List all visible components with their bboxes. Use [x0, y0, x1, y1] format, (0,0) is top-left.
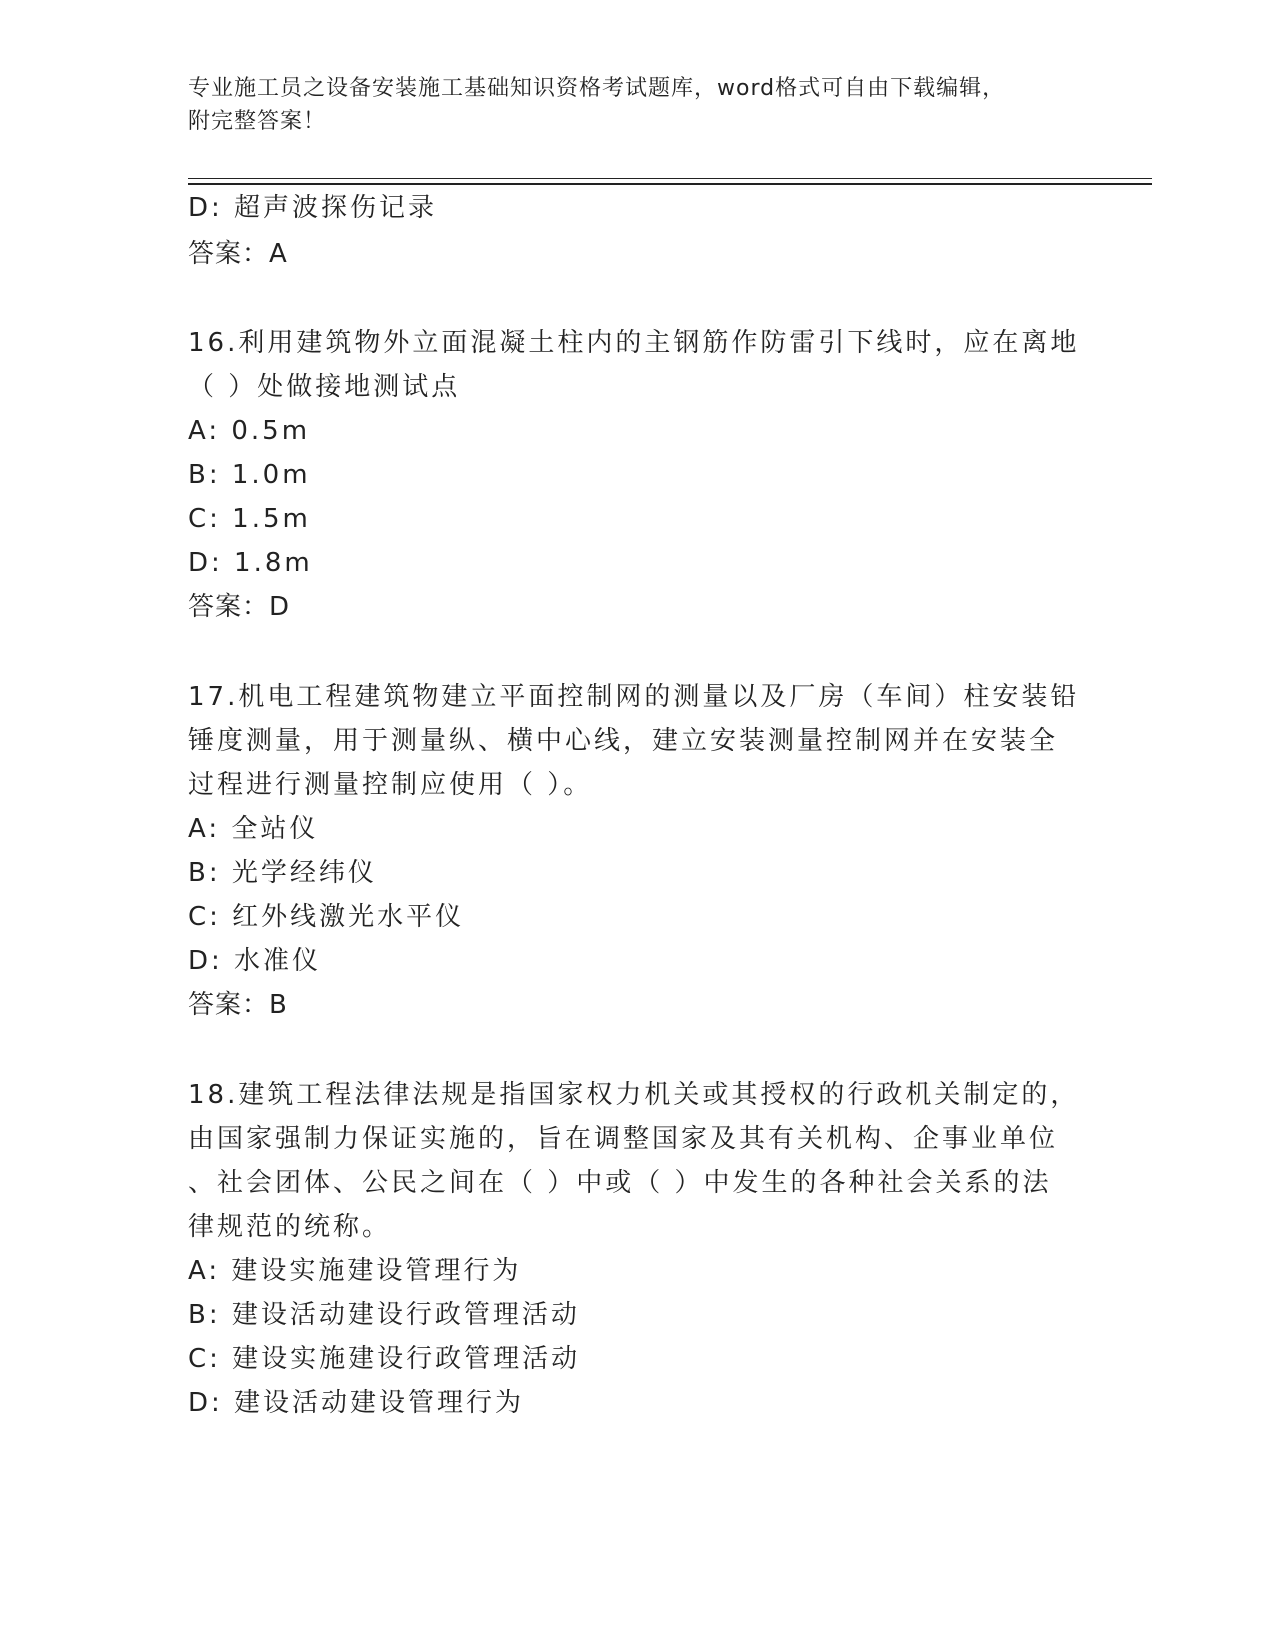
header-title-line-2: 附完整答案！ [188, 109, 327, 134]
q16-option-c: C: 1.5m [188, 504, 311, 534]
header-divider-thin [188, 178, 1152, 179]
q16-stem-line-1: 16.利用建筑物外立面混凝土柱内的主钢筋作防雷引下线时，应在离地 [188, 328, 1080, 358]
q16-option-b: B: 1.0m [188, 460, 311, 490]
q18-option-c: C: 建设实施建设行政管理活动 [188, 1344, 581, 1374]
q17-stem-line-3: 过程进行测量控制应使用（ ）。 [188, 770, 593, 800]
q17-option-b: B: 光学经纬仪 [188, 858, 377, 888]
header-title-line-1: 专业施工员之设备安装施工基础知识资格考试题库，word格式可自由下载编辑， [188, 76, 1006, 101]
q18-stem-line-1: 18.建筑工程法律法规是指国家权力机关或其授权的行政机关制定的， [188, 1080, 1080, 1110]
q17-stem-line-1: 17.机电工程建筑物建立平面控制网的测量以及厂房（车间）柱安装铅 [188, 682, 1080, 712]
q17-option-d: D: 水准仪 [188, 946, 322, 976]
q18-option-b: B: 建设活动建设行政管理活动 [188, 1300, 580, 1330]
q17-option-a: A: 全站仪 [188, 814, 319, 844]
q18-stem-line-4: 律规范的统称。 [188, 1212, 392, 1242]
q18-option-a: A: 建设实施建设管理行为 [188, 1256, 522, 1286]
q17-stem-line-2: 锤度测量，用于测量纵、横中心线，建立安装测量控制网并在安装全 [188, 726, 1059, 756]
header-divider-thick [188, 183, 1152, 185]
q17-option-c: C: 红外线激光水平仪 [188, 902, 465, 932]
q16-stem-line-2: （ ）处做接地测试点 [188, 372, 461, 402]
q16-option-d: D: 1.8m [188, 548, 313, 578]
q16-option-a: A: 0.5m [188, 416, 311, 446]
q18-option-d: D: 建设活动建设管理行为 [188, 1388, 525, 1418]
q18-stem-line-3: 、社会团体、公民之间在（ ）中或（ ）中发生的各种社会关系的法 [188, 1168, 1052, 1198]
prev-answer: 答案：A [188, 239, 288, 269]
q18-stem-line-2: 由国家强制力保证实施的，旨在调整国家及其有关机构、企事业单位 [188, 1124, 1059, 1154]
prev-option-d: D: 超声波探伤记录 [188, 193, 438, 223]
document-header [188, 72, 1068, 138]
q17-answer: 答案：B [188, 990, 288, 1020]
q16-answer: 答案：D [188, 592, 291, 622]
